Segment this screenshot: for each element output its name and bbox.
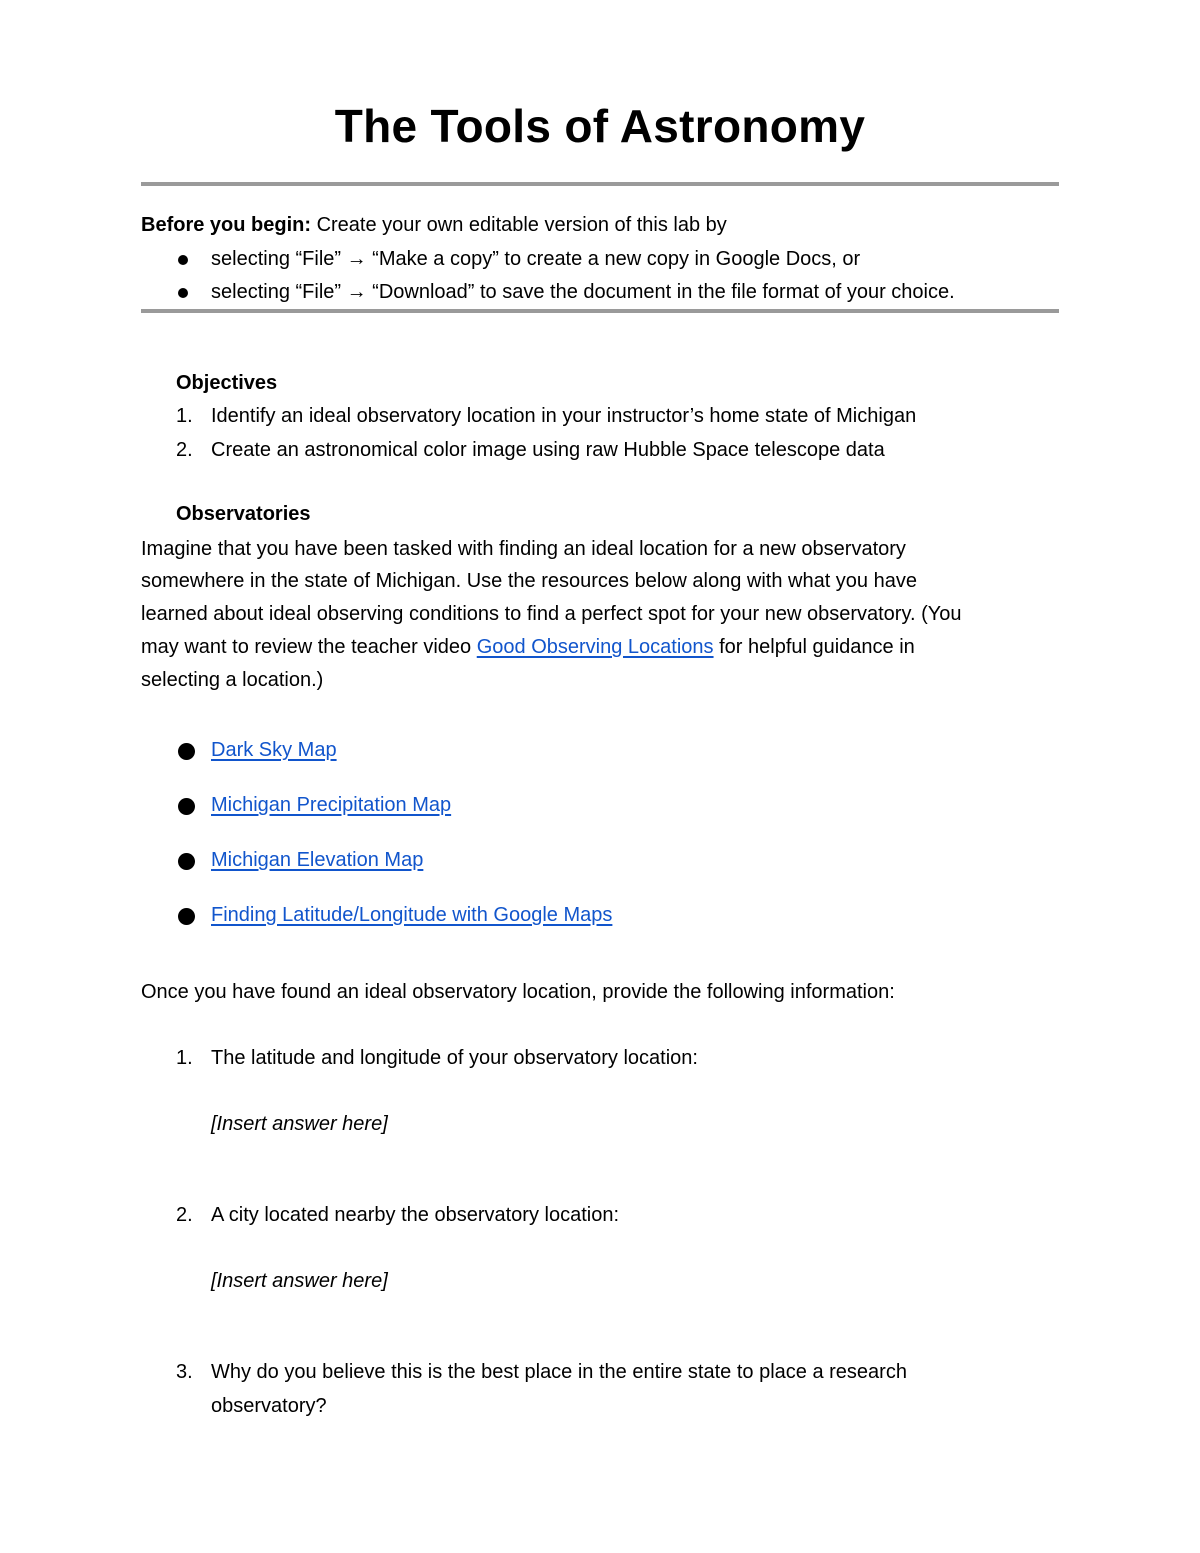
page-title: The Tools of Astronomy bbox=[334, 100, 866, 152]
objective-number: 2. bbox=[176, 439, 193, 461]
before-you-begin-line bbox=[141, 212, 727, 238]
bullet-icon bbox=[178, 798, 195, 815]
bullet-icon bbox=[178, 908, 195, 925]
answer-placeholder-2[interactable]: [Insert answer here] bbox=[211, 1270, 388, 1292]
paragraph-line-4 bbox=[141, 634, 915, 660]
question-number: 1. bbox=[176, 1047, 193, 1069]
question-1: The latitude and longitude of your observatory location: bbox=[211, 1047, 698, 1069]
instruction-text: Once you have found an ideal observatory location, provide the following information: bbox=[141, 981, 895, 1003]
paragraph-line-1: Imagine that you have been tasked with finding an ideal location for a new observatory bbox=[141, 538, 906, 560]
before-bullet-2: selecting “File” → “Download” to save the document in the file format of your choice. bbox=[211, 281, 955, 303]
lat-long-google-maps-link[interactable]: Finding Latitude/Longitude with Google Maps bbox=[211, 904, 613, 926]
dark-sky-map-link[interactable]: Dark Sky Map bbox=[211, 739, 337, 761]
bullet-icon bbox=[178, 743, 195, 760]
question-3-continued: observatory? bbox=[211, 1395, 327, 1417]
objective-number: 1. bbox=[176, 405, 193, 427]
question-3: Why do you believe this is the best place in the entire state to place a research bbox=[211, 1361, 907, 1383]
precipitation-map-link[interactable]: Michigan Precipitation Map bbox=[211, 794, 452, 816]
before-bullet-1: selecting “File” → “Make a copy” to create a new copy in Google Docs, or bbox=[211, 248, 861, 270]
elevation-map-link[interactable]: Michigan Elevation Map bbox=[211, 849, 424, 871]
top-divider bbox=[141, 182, 1059, 186]
paragraph-text: may want to review the teacher video bbox=[141, 636, 477, 658]
bullet-icon bbox=[178, 255, 188, 265]
objectives-heading: Objectives bbox=[176, 372, 278, 394]
bullet-icon bbox=[178, 853, 195, 870]
paragraph-line-5: selecting a location.) bbox=[141, 669, 324, 691]
objective-item-2: Create an astronomical color image using raw Hubble Space telescope data bbox=[211, 439, 885, 461]
paragraph-line-3: learned about ideal observing conditions to find a perfect spot for your new observatory. (You bbox=[141, 603, 962, 625]
question-2: A city located nearby the observatory location: bbox=[211, 1204, 620, 1226]
before-you-begin-label: Before you begin: bbox=[141, 214, 312, 236]
objective-item-1: Identify an ideal observatory location in your instructor’s home state of Michigan bbox=[211, 405, 917, 427]
bottom-divider bbox=[141, 309, 1059, 313]
before-you-begin-text: Create your own editable version of this lab by bbox=[316, 214, 727, 236]
observatories-heading: Observatories bbox=[176, 503, 311, 525]
good-observing-locations-link[interactable]: Good Observing Locations bbox=[476, 636, 714, 658]
answer-placeholder-1[interactable]: [Insert answer here] bbox=[211, 1113, 388, 1135]
paragraph-text: for helpful guidance in bbox=[713, 636, 915, 658]
question-number: 2. bbox=[176, 1204, 193, 1226]
question-number: 3. bbox=[176, 1361, 193, 1383]
paragraph-line-2: somewhere in the state of Michigan. Use the resources below along with what you have bbox=[141, 570, 917, 592]
bullet-icon bbox=[178, 288, 188, 298]
